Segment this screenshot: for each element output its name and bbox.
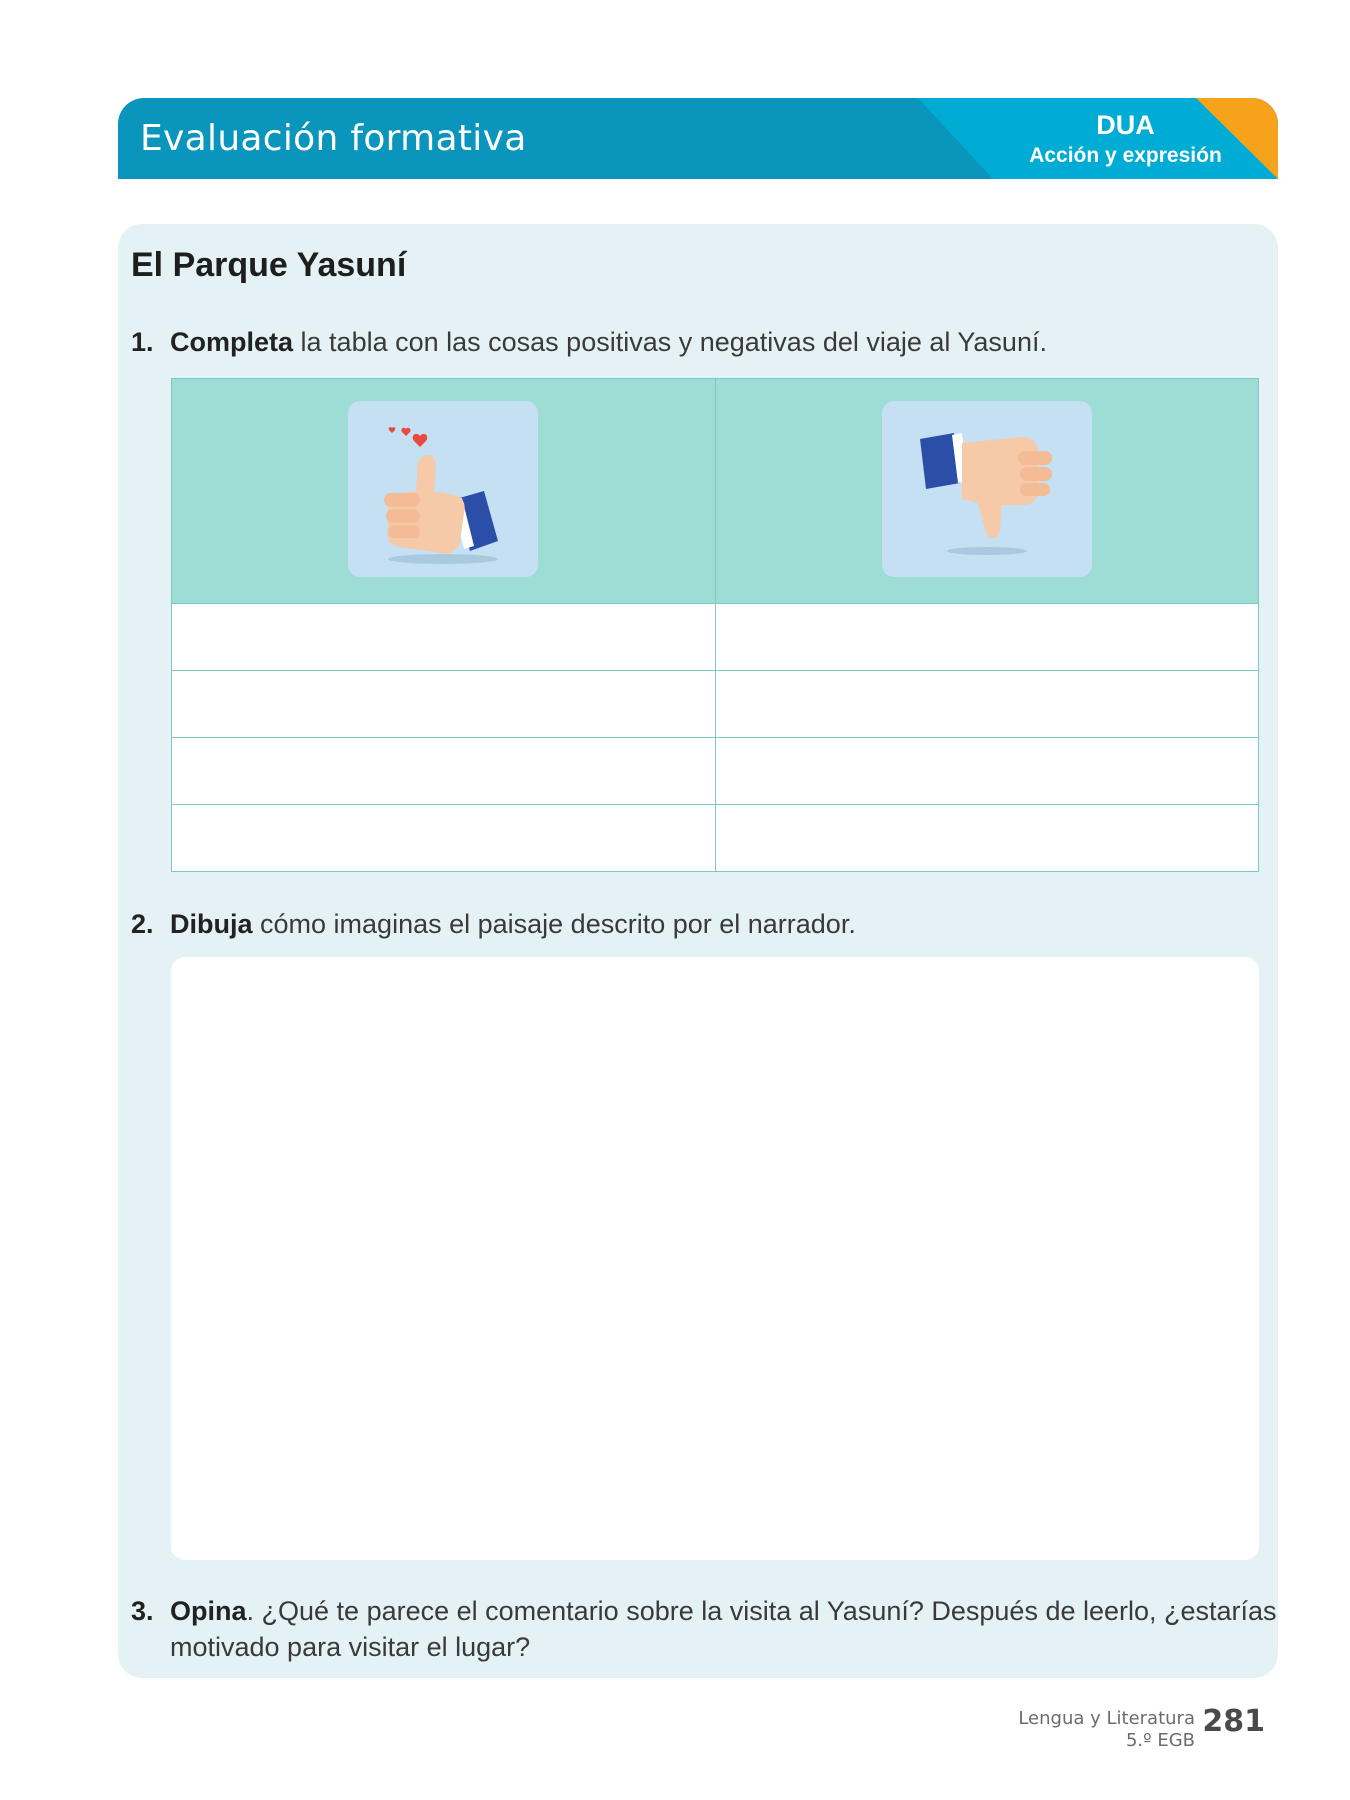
- negative-entry-cell[interactable]: [715, 738, 1259, 805]
- table-row: [172, 738, 1259, 805]
- question-1: [131, 324, 1047, 360]
- table-header-row: [172, 379, 1259, 604]
- question-number: 2.: [131, 909, 154, 939]
- positive-entry-cell[interactable]: [172, 671, 716, 738]
- question-text: . ¿Qué te parece el comentario sobre la visita al Yasuní? Después de leerlo, ¿estarías: [246, 1596, 1277, 1626]
- question-number: 3.: [131, 1596, 154, 1626]
- footer-grade: 5.º EGB: [1125, 1730, 1195, 1751]
- question-verb: Dibuja: [170, 909, 253, 939]
- page-number: 281: [1202, 1704, 1265, 1739]
- drawing-area[interactable]: [171, 957, 1259, 1560]
- question-text: cómo imaginas el paisaje descrito por el narrador.: [252, 909, 856, 939]
- dua-badge-title: DUA: [1096, 110, 1155, 140]
- positive-negative-table: [171, 378, 1259, 872]
- positive-column-header: [172, 379, 716, 604]
- section-title: El Parque Yasuní: [131, 246, 407, 284]
- negative-entry-cell[interactable]: [715, 805, 1259, 872]
- question-verb: Completa: [170, 327, 294, 357]
- negative-column-header: [715, 379, 1259, 604]
- thumbs-down-icon: [882, 401, 1092, 577]
- question-3: [131, 1593, 1277, 1665]
- negative-entry-cell[interactable]: [715, 671, 1259, 738]
- positive-entry-cell[interactable]: [172, 604, 716, 671]
- table-row: [172, 671, 1259, 738]
- positive-entry-cell[interactable]: [172, 805, 716, 872]
- table-row: [172, 805, 1259, 872]
- activity-panel: [118, 224, 1278, 1678]
- question-text-continued: motivado para visitar el lugar?: [170, 1632, 531, 1662]
- positive-entry-cell[interactable]: [172, 738, 716, 805]
- question-2: [131, 906, 856, 942]
- question-text: la tabla con las cosas positivas y negativas del viaje al Yasuní.: [293, 327, 1047, 357]
- page-header-title: Evaluación formativa: [140, 118, 527, 159]
- negative-entry-cell[interactable]: [715, 604, 1259, 671]
- header-banner: [118, 98, 1278, 179]
- table-row: [172, 604, 1259, 671]
- question-verb: Opina: [170, 1596, 247, 1626]
- footer-subject: Lengua y Literatura: [1018, 1708, 1195, 1729]
- thumbs-up-icon: [348, 401, 538, 577]
- question-number: 1.: [131, 327, 154, 357]
- dua-badge-subtitle: Acción y expresión: [1029, 144, 1222, 167]
